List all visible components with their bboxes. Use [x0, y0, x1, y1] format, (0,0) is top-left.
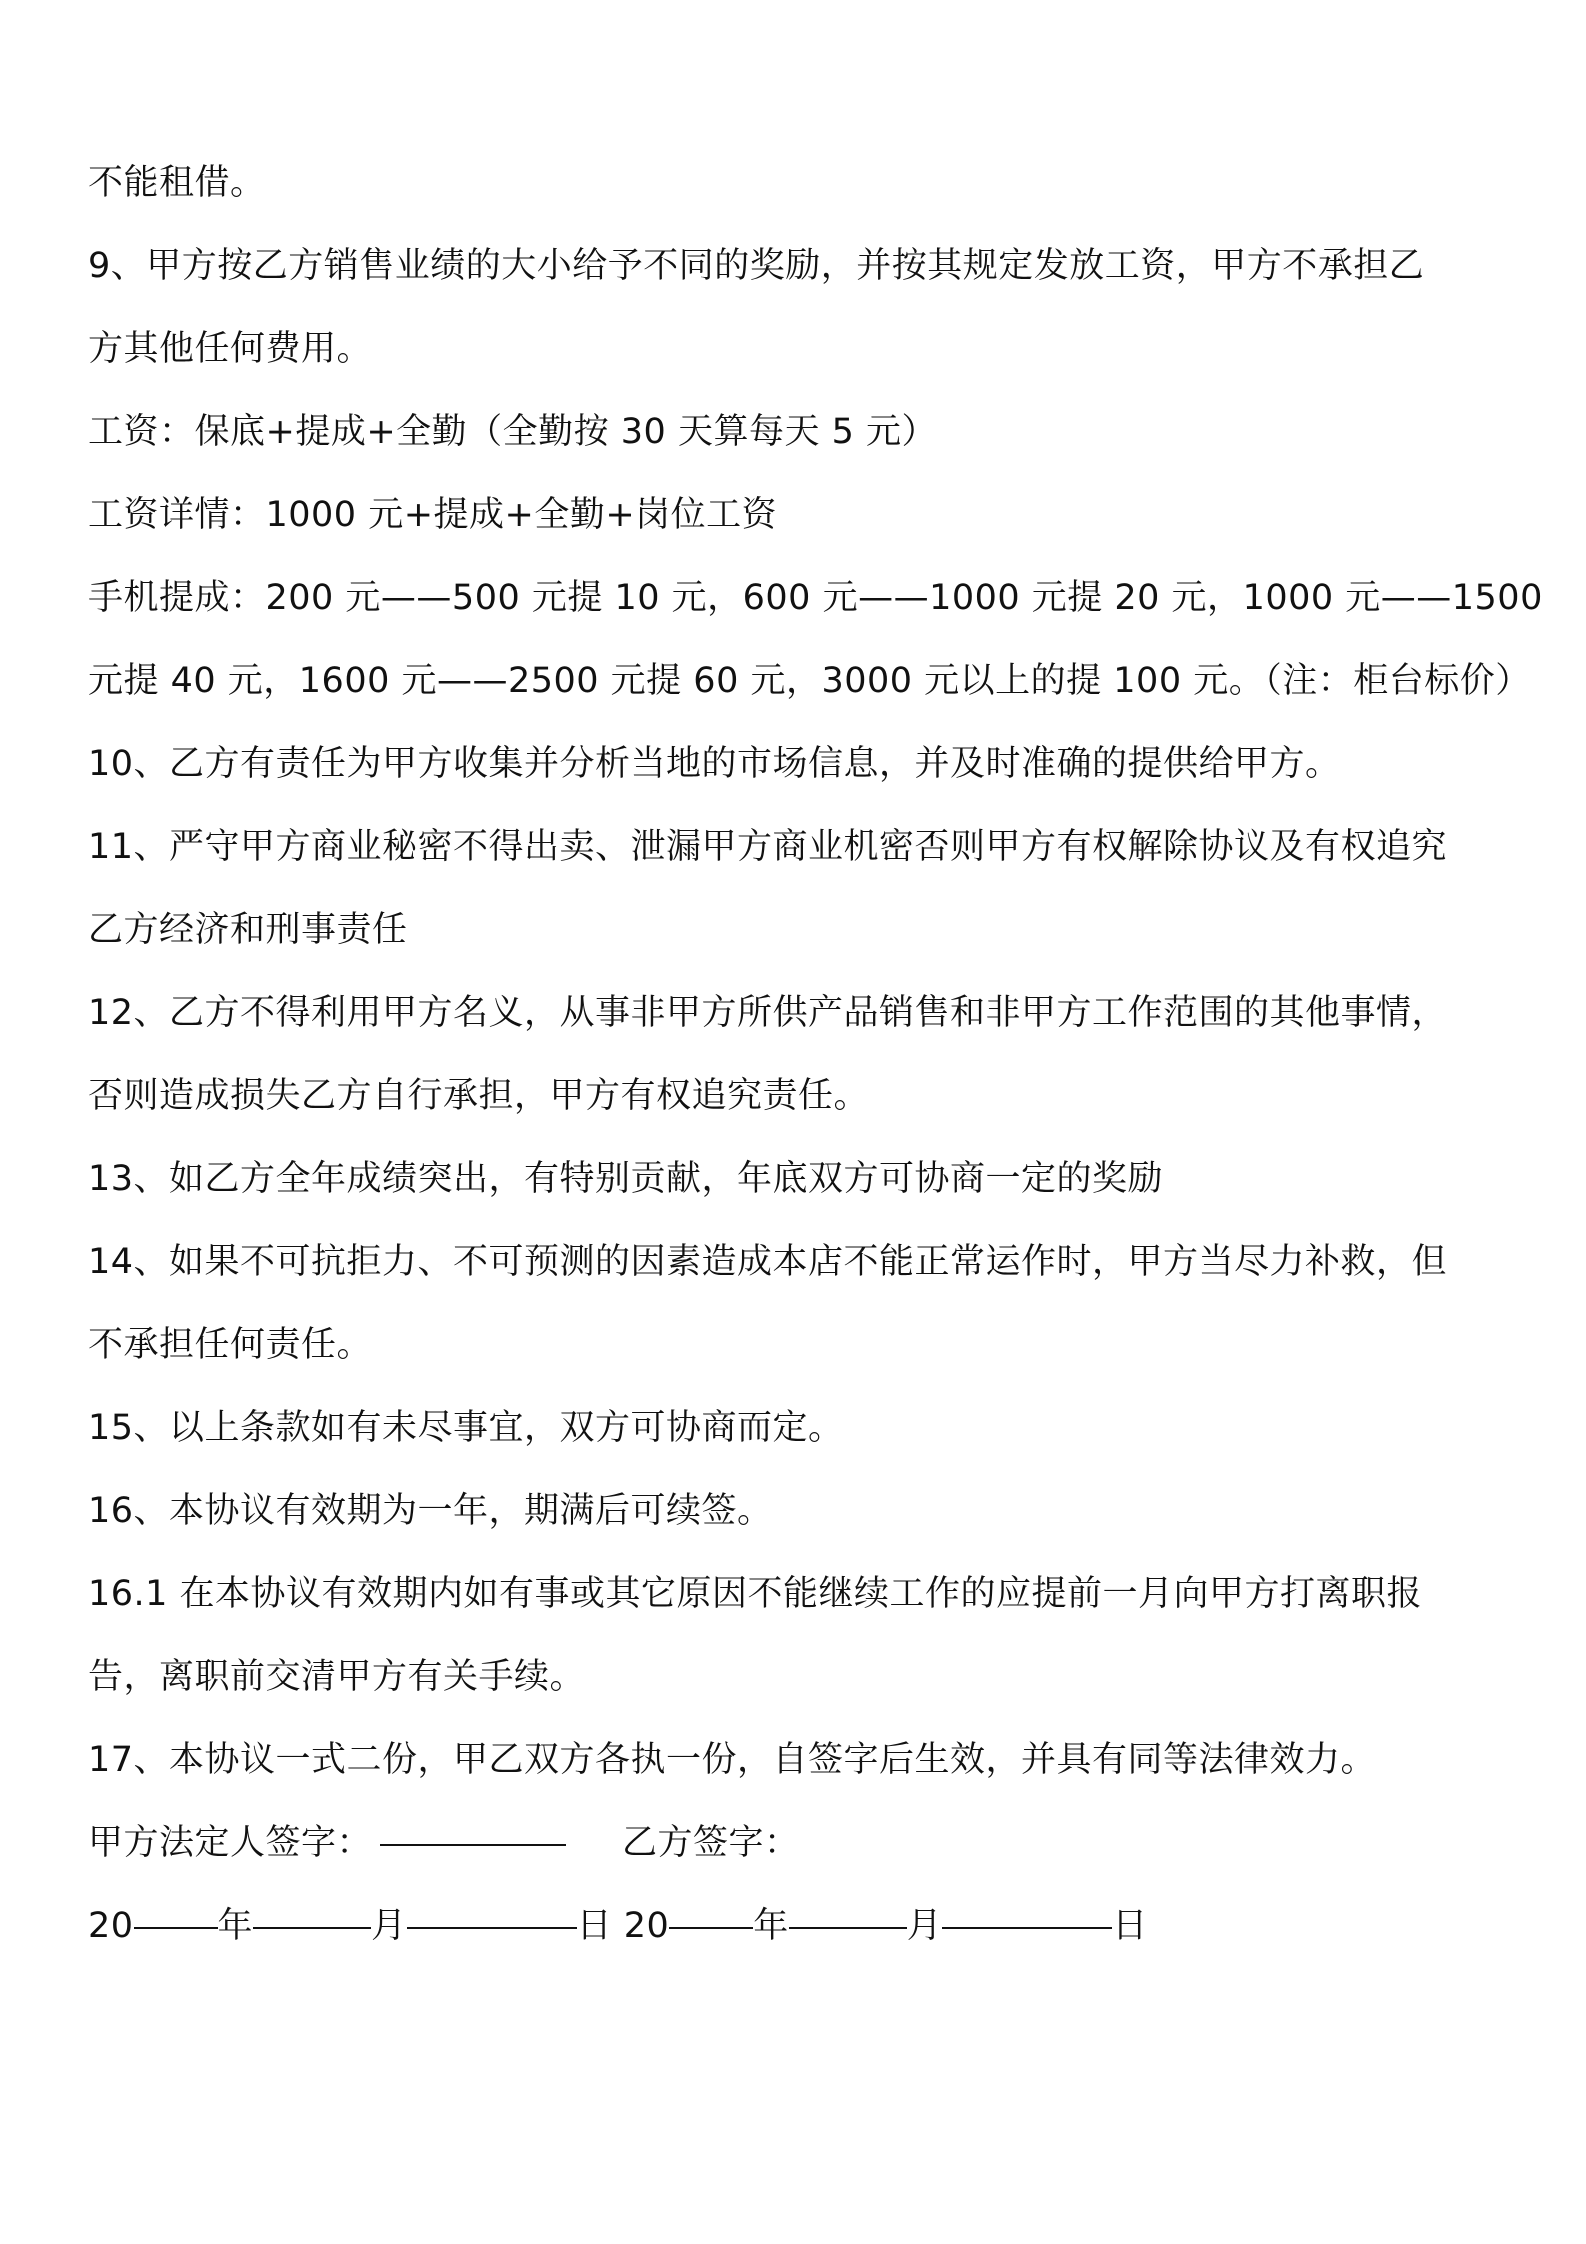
clause-10-line: 10、乙方有责任为甲方收集并分析当地的市场信息，并及时准确的提供给甲方。	[88, 744, 1341, 784]
paragraph-line: 不能租借。	[88, 163, 266, 203]
commission-line-2: 元提 40 元，1600 元——2500 元提 60 元，3000 元以上的提 100 元。（注：柜台标价）	[88, 661, 1531, 701]
clause-12-line-2: 否则造成损失乙方自行承担，甲方有权追究责任。	[88, 1076, 870, 1116]
salary-line: 工资：保底+提成+全勤（全勤按 30 天算每天 5 元）	[88, 412, 937, 452]
clause-14-line-1: 14、如果不可抗拒力、不可预测的因素造成本店不能正常运作时，甲方当尽力补救，但	[88, 1242, 1448, 1282]
clause-12-line-1: 12、乙方不得利用甲方名义，从事非甲方所供产品销售和非甲方工作范围的其他事情，	[88, 993, 1448, 1033]
month-label-1: 月	[371, 1906, 407, 1946]
salary-details-line: 工资详情：1000 元+提成+全勤+岗位工资	[88, 495, 778, 535]
clause-14-line-2: 不承担任何责任。	[88, 1325, 373, 1365]
clause-16-1-line-2: 告，离职前交清甲方有关手续。	[88, 1657, 586, 1697]
year-prefix-1: 20	[88, 1906, 134, 1946]
month-label-2: 月	[906, 1906, 943, 1946]
day-label-1: 日 20	[576, 1906, 670, 1946]
clause-9-line-2: 方其他任何费用。	[88, 329, 373, 369]
party-a-signature-label: 甲方法定人签字：	[88, 1823, 373, 1863]
clause-13-line: 13、如乙方全年成绩突出，有特别贡献，年底双方可协商一定的奖励	[88, 1159, 1164, 1199]
clause-11-line-2: 乙方经济和刑事责任	[88, 910, 408, 950]
month-blank-2[interactable]	[789, 1927, 907, 1929]
clause-11-line-1: 11、严守甲方商业秘密不得出卖、泄漏甲方商业机密否则甲方有权解除协议及有权追究	[88, 827, 1448, 867]
day-label-2: 日	[1112, 1906, 1148, 1946]
signature-row	[88, 1802, 1506, 1885]
year-label-2: 年	[753, 1906, 789, 1946]
document-body	[88, 142, 1543, 1968]
party-a-signature-blank[interactable]	[380, 1844, 566, 1846]
year-blank-1[interactable]	[134, 1927, 218, 1929]
party-b-signature-label: 乙方签字：	[622, 1823, 800, 1863]
clause-9-line-1: 9、甲方按乙方销售业绩的大小给予不同的奖励，并按其规定发放工资，甲方不承担乙	[88, 246, 1425, 286]
year-label-1: 年	[217, 1906, 254, 1946]
clause-17-line: 17、本协议一式二份，甲乙双方各执一份，自签字后生效，并具有同等法律效力。	[88, 1740, 1377, 1780]
clause-16-1-line-1: 16.1 在本协议有效期内如有事或其它原因不能继续工作的应提前一月向甲方打离职报	[88, 1574, 1423, 1614]
day-blank-1[interactable]	[407, 1927, 577, 1929]
clause-16-line: 16、本协议有效期为一年，期满后可续签。	[88, 1491, 773, 1531]
commission-line-1: 手机提成：200 元——500 元提 10 元，600 元——1000 元提 20 元，1000 元——1500	[88, 578, 1543, 618]
month-blank-1[interactable]	[253, 1927, 371, 1929]
date-row	[88, 1885, 1506, 1968]
year-blank-2[interactable]	[669, 1927, 753, 1929]
clause-15-line: 15、以上条款如有未尽事宜，双方可协商而定。	[88, 1408, 844, 1448]
day-blank-2[interactable]	[942, 1927, 1112, 1929]
